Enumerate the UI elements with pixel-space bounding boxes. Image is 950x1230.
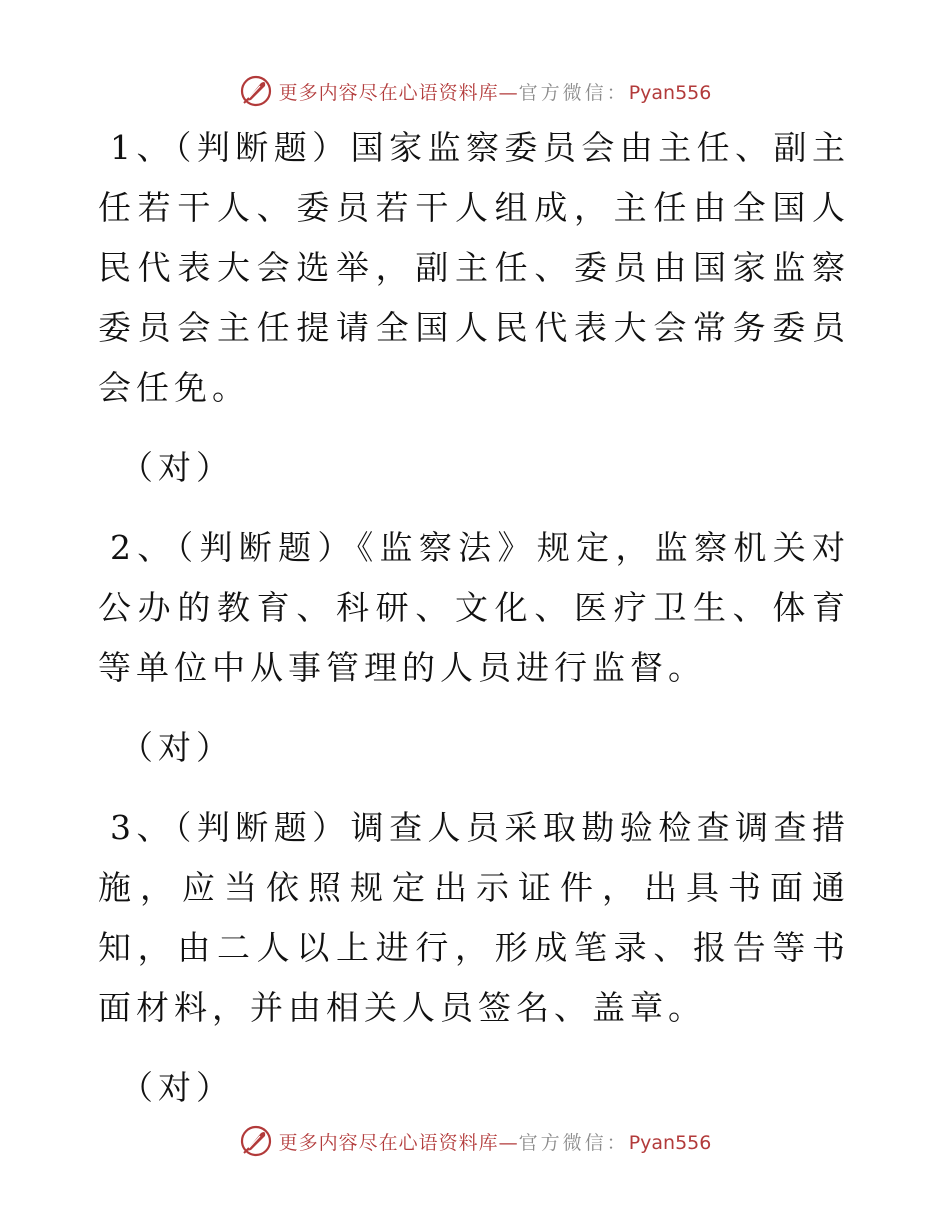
answer-3: （对） [120, 1068, 234, 1107]
document-body [98, 118, 850, 1138]
pen-feather-logo-icon [239, 1124, 273, 1158]
question-text: 《监察法》规定，监察机关对公办的教育、科研、文化、医疗卫生、体育等单位中从事管理的人员进行监督。 [98, 528, 851, 687]
footer-watermark [0, 1124, 950, 1158]
question-number: 2、 [110, 528, 177, 567]
answer-2: （对） [120, 728, 234, 767]
question-number: 3、 [110, 808, 175, 847]
question-type: （判断题） [176, 528, 357, 567]
watermark-text: 更多内容尽在心语资料库—官方微信：Pyan556 [278, 81, 712, 104]
question-2 [98, 518, 850, 698]
question-number: 1、 [110, 128, 175, 167]
header-watermark [0, 74, 950, 108]
question-text: 国家监察委员会由主任、副主任若干人、委员若干人组成，主任由全国人民代表大会选举，副主任、委员由国家监察委员会主任提请全国人民代表大会常务委员会任免。 [98, 128, 851, 407]
question-text: 调查人员采取勘验检查调查措施，应当依照规定出示证件，出具书面通知，由二人以上进行，形成笔录、报告等书面材料，并由相关人员签名、盖章。 [98, 808, 851, 1027]
pen-feather-logo-icon [239, 74, 273, 108]
question-3 [98, 798, 850, 1038]
answer-1: （对） [120, 448, 234, 487]
question-type: （判断题） [174, 808, 351, 847]
question-type: （判断题） [174, 128, 351, 167]
watermark-text: 更多内容尽在心语资料库—官方微信：Pyan556 [278, 1131, 712, 1154]
question-1 [98, 118, 850, 418]
